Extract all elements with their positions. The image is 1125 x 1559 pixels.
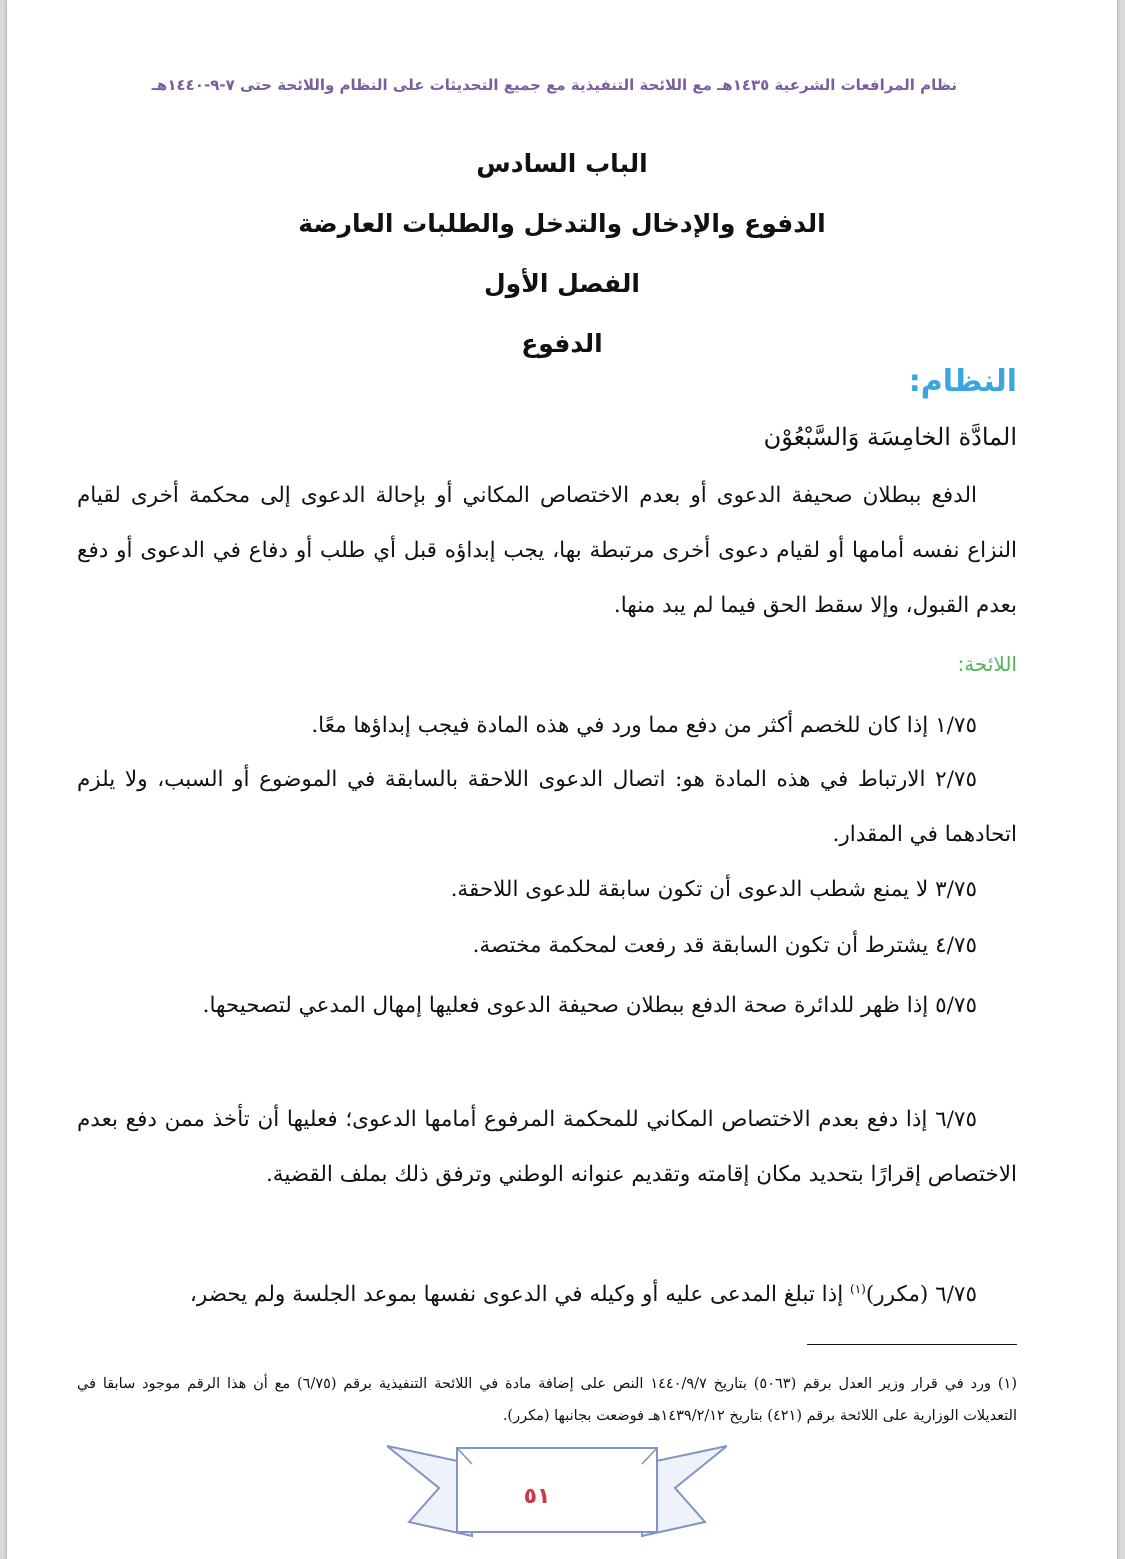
part-title: الدفوع والإدخال والتدخل والطلبات العارضة: [298, 209, 826, 238]
regulation-item: ٣/٧٥ لا يمنع شطب الدعوى أن تكون سابقة للدعوى اللاحقة.: [450, 877, 977, 902]
chapter-heading: الفصل الأول: [483, 269, 641, 298]
regulation-item: ٦/٧٥ إذا دفع بعدم الاختصاص المكاني للمحكمة المرفوع أمامها الدعوى؛ فعليها أن تأخذ ممن دفع بعدم الاختصاص إقرارًا بتحديد مكان إقامته وتقديم عنوانه الوطني وترفق ذلك بملف القضية.: [77, 1107, 1017, 1187]
regulation-item: ٢/٧٥ الارتباط في هذه المادة هو: اتصال الدعوى اللاحقة بالسابقة في الموضوع أو السبب، ولا يلزم اتحادهما في المقدار.: [77, 767, 1017, 847]
law-label: النظام:: [908, 364, 1017, 399]
regulation-item: ٥/٧٥ إذا ظهر للدائرة صحة الدفع ببطلان صحيفة الدعوى فعليها إمهال المدعي لتصحيحها.: [202, 993, 977, 1018]
item-text: إذا تبلغ المدعى عليه أو وكيله في الدعوى نفسها بموعد الجلسة ولم يحضر،: [189, 1282, 851, 1308]
document-page: [7, 0, 1117, 1559]
chapter-title: الدفوع: [521, 329, 603, 358]
part-heading: الباب السادس: [476, 149, 648, 178]
item-number: ٦/٧٥ (مكرر): [865, 1282, 977, 1308]
page-number: ٥١: [523, 1484, 551, 1509]
regulation-item: ٤/٧٥ يشترط أن تكون السابقة قد رفعت لمحكمة مختصة.: [472, 933, 977, 958]
regulation-item-repeated: [77, 1262, 1017, 1322]
footnote-reference[interactable]: (١): [850, 1282, 866, 1296]
article-title: المادَّة الخامِسَة وَالسَّبْعُوْن: [763, 423, 1017, 451]
footnote-divider: [807, 1344, 1017, 1345]
law-text: الدفع ببطلان صحيفة الدعوى أو بعدم الاختصاص المكاني أو بإحالة الدعوى إلى محكمة أخرى لقيام النزاع نفسه أمامها أو لقيام دعوى أخرى مرتبطة بها، يجب إبداؤه قبل أي طلب أو دفاع في الدعوى أو دفع بعدم القبول، وإلا سقط الحق فيما لم يبد منها.: [77, 483, 1017, 618]
regulation-label: اللائحة:: [957, 652, 1017, 676]
regulation-item: ١/٧٥ إذا كان للخصم أكثر من دفع مما ورد في هذه المادة فيجب إبداؤها معًا.: [311, 713, 977, 738]
running-header: نظام المرافعات الشرعية ١٤٣٥هـ مع اللائحة التنفيذية مع جميع التحديثات على النظام واللائحة حتى ٧-٩-١٤٤٠هـ: [151, 76, 957, 94]
section-titles: [7, 140, 1117, 380]
footnote: (١) ورد في قرار وزير العدل برقم (٥٠٦٣) بتاريخ ١٤٤٠/٩/٧ النص على إضافة مادة في اللائحة التنفيذية برقم (٦/٧٥) مع أن هذا الرقم موجود سابقا في التعديلات الوزارية على اللائحة برقم (٤٢١) بتاريخ ١٤٣٩/٢/١٢هـ فوضعت بجانبها (مكرر).: [77, 1376, 1018, 1424]
